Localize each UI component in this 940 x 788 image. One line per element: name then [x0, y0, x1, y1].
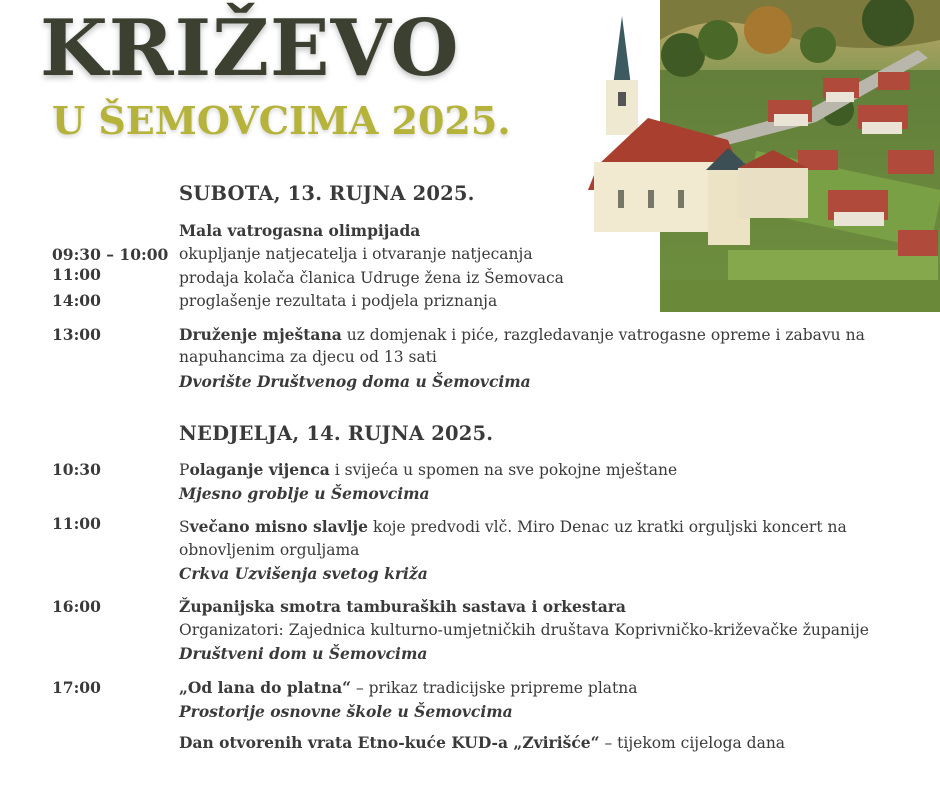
linen-line — [179, 678, 637, 697]
wreath-location: Mjesno groblje u Šemovcima — [179, 484, 430, 503]
wreath-bold: olaganje vijenca — [189, 460, 330, 479]
tambura-title: Županijska smotra tamburaških sastava i orkestara — [179, 597, 626, 616]
sunday-heading: NEDJELJA, 14. RUJNA 2025. — [179, 422, 494, 445]
page-title: KRIŽEVO — [40, 3, 460, 94]
linen-location: Prostorije osnovne škole u Šemovcima — [179, 702, 513, 721]
gathering-location: Dvorište Društvenog doma u Šemovcima — [179, 372, 531, 391]
linen-rest: – prikaz tradicijske pripreme platna — [351, 679, 638, 697]
open-house-bold: Dan otvorenih vrata Etno-kuće KUD-a „Zvirišće“ — [179, 733, 600, 752]
open-house-rest: – tijekom cijeloga dana — [599, 734, 786, 752]
olympiad-item-3: proglašenje rezultata i podjela priznanja — [179, 292, 498, 310]
wreath-line — [179, 460, 677, 479]
olympiad-item-2: prodaja kolača članica Udruge žena iz Šemovaca — [179, 269, 564, 287]
mass-time: 11:00 — [52, 514, 101, 533]
gathering-rest: uz domjenak i piće, razgledavanje vatrogasne opreme i zabavu na — [341, 326, 865, 344]
wreath-rest: i svijeća u spomen na sve pokojne mještane — [329, 461, 678, 479]
church-image-icon — [588, 0, 940, 312]
gathering-time: 13:00 — [52, 325, 101, 344]
mass-location: Crkva Uzvišenja svetog križa — [179, 564, 428, 583]
mass-first-letter: S — [179, 518, 190, 536]
open-house-line — [179, 733, 785, 752]
saturday-heading: SUBOTA, 13. RUJNA 2025. — [179, 182, 475, 205]
olympiad-time-2: 11:00 — [52, 265, 101, 284]
mass-rest: koje predvodi vlč. Miro Denac uz kratki orguljski koncert na — [368, 518, 847, 536]
tambura-location: Društveni dom u Šemovcima — [179, 644, 428, 663]
gathering-bold: Druženje mještana — [179, 325, 342, 344]
olympiad-title: Mala vatrogasna olimpijada — [179, 221, 421, 240]
wreath-time: 10:30 — [52, 460, 101, 479]
gathering-line-1 — [179, 325, 865, 344]
mass-bold: večano misno slavlje — [189, 517, 369, 536]
mass-line-1 — [179, 517, 847, 536]
page-subtitle: U ŠEMOVCIMA 2025. — [52, 98, 511, 143]
tambura-organizers: Organizatori: Zajednica kulturno-umjetničkih društava Koprivničko-križevačke županije — [179, 621, 869, 639]
tambura-time: 16:00 — [52, 597, 101, 616]
olympiad-time-3: 14:00 — [52, 291, 101, 310]
linen-bold: „Od lana do platna“ — [179, 678, 352, 697]
olympiad-time-1: 09:30 – 10:00 — [52, 245, 169, 264]
mass-line-2: obnovljenim orguljama — [179, 541, 360, 559]
linen-time: 17:00 — [52, 678, 101, 697]
village-church-photo — [588, 0, 940, 312]
wreath-first-letter: P — [179, 461, 190, 479]
olympiad-item-1: okupljanje natjecatelja i otvaranje natjecanja — [179, 245, 533, 263]
gathering-line-2: napuhancima za djecu od 13 sati — [179, 348, 437, 366]
